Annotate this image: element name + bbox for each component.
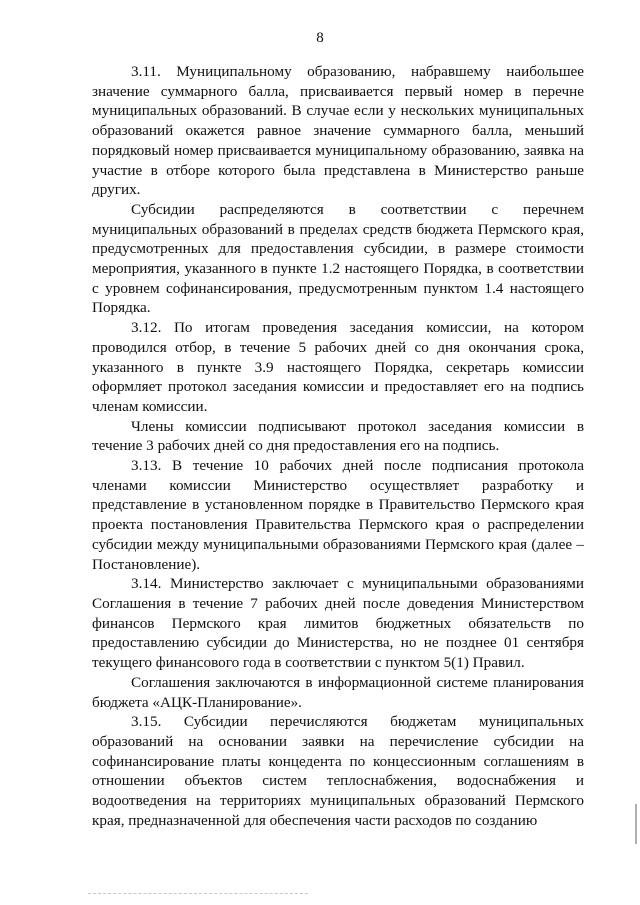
scan-artifact-line	[88, 893, 308, 895]
paragraph-subsidy-distribution: Субсидии распределяются в соответствии с перечнем муниципальных образований в пределах средств бюджета Пермского края, предусмотренных для предоставления субсидии, в размере стоимости мероприятия, указанного в пункте 1.2 настоящего Порядка, в соответствии с уровнем софинансирования, предусмотренным пунктом 1.4 настоящего Порядка.	[92, 200, 584, 317]
paragraph-agreements-system: Соглашения заключаются в информационной системе планирования бюджета «АЦК-Планирование».	[92, 673, 584, 711]
scan-artifact-mark	[635, 804, 637, 844]
paragraph-3-15: 3.15. Субсидии перечисляются бюджетам муниципальных образований на основании заявки на перечисление субсидии на софинансирование платы концедента по концессионным соглашениям в отношении объектов систем теплоснабжения, водоснабжения и водоотведения на территориях муниципальных образований Пермского края, предназначенной для обеспечения части расходов по созданию	[92, 713, 584, 829]
document-body	[92, 62, 584, 830]
paragraph-3-11: 3.11. Муниципальному образованию, набравшему наибольшее значение суммарного балла, присваивается первый номер в перечне муниципальных образований. В случае если у нескольких муниципальных образований окажется равное значение суммарного балла, меньший порядковый номер присваивается муниципальному образованию, заявка на участие в отборе которого была представлена в Министерство раньше других.	[92, 63, 584, 199]
paragraph-commission-signing: Члены комиссии подписывают протокол заседания комиссии в течение 3 рабочих дней со дня предоставления его на подпись.	[92, 417, 584, 455]
paragraph-3-14: 3.14. Министерство заключает с муниципальными образованиями Соглашения в течение 7 рабочих дней после доведения Министерством финансов Пермского края лимитов бюджетных обязательств по предоставлению субсидии до Министерства, но не позднее 01 сентября текущего финансового года в соответствии с пунктом 5(1) Правил.	[92, 575, 584, 672]
paragraph-3-13: 3.13. В течение 10 рабочих дней после подписания протокола членами комиссии Министерство осуществляет разработку и представление в установленном порядке в Правительство Пермского края проекта постановления Правительства Пермского края о распределении субсидии между муниципальными образованиями Пермского края (далее – Постановление).	[92, 457, 584, 573]
paragraph-3-12: 3.12. По итогам проведения заседания комиссии, на котором проводился отбор, в течение 5 рабочих дней со дня окончания срока, указанного в пункте 3.9 настоящего Порядка, секретарь комиссии оформляет протокол заседания комиссии и предоставляет его на подпись членам комиссии.	[92, 319, 584, 415]
page-number: 8	[316, 30, 324, 46]
